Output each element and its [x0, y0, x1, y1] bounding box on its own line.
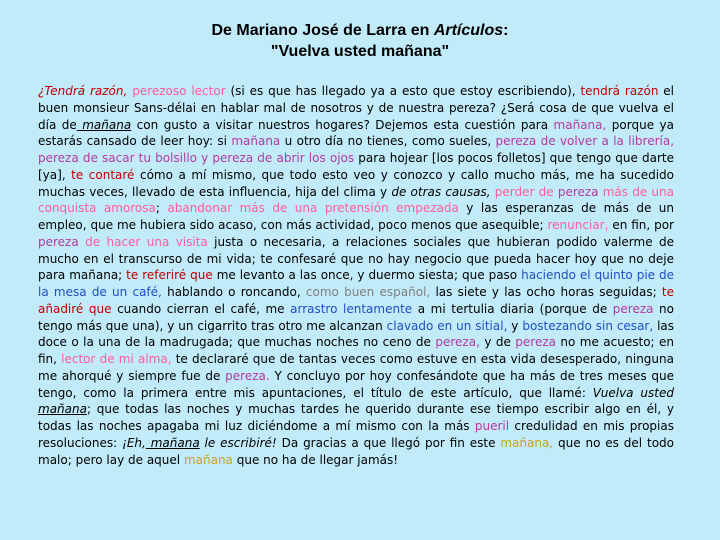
text-segment: hablando o roncando, — [161, 285, 301, 299]
text-segment: Da gracias a que llegó por fin este — [276, 435, 496, 450]
text-segment: las doce o la una de la madrugada; que muchas noches no ceno de — [38, 318, 675, 350]
text-segment: justa o necesaria, a relaciones sociales que hubieran podido valerme de mucho en el transcurso de mi vida; te confesaré que no hay negocio que pueda hacer hoy que no deje para mañana; — [38, 234, 674, 283]
text-segment: perder de — [490, 184, 554, 199]
text-segment: pereza — [208, 151, 254, 165]
text-segment: y — [507, 318, 519, 333]
text-segment: me levanto a las once, y duermo siesta; que paso — [212, 268, 518, 283]
text-segment: mañana — [180, 452, 233, 467]
text-segment: y las esperanzas de más de un empleo, que me hubiera sido acaso, con más actividad, poco menos que asequible; — [38, 201, 674, 232]
text-segment: no me acuesto; en fin, — [38, 335, 675, 366]
text-segment: y de — [479, 335, 511, 350]
text-segment: perezoso lector — [127, 84, 226, 98]
text-segment: que no ha de llegar jamás! — [232, 452, 399, 467]
text-segment: arrastro lentamente — [284, 301, 413, 316]
text-segment: mañana, — [495, 435, 554, 450]
text-segment: te contaré — [65, 167, 135, 182]
text-segment: le escribiré! — [199, 435, 277, 450]
text-segment: que todas las noches y muchas tardes he querido durante ese tiempo escribir algo en él, y todas las noches apagaba mi luz diciéndome a mí mismo con la más — [38, 402, 674, 433]
text-segment: pereza — [38, 234, 79, 249]
text-segment: pereza, — [430, 335, 480, 350]
text-segment: haciendo el quinto pie de la mesa de un café, — [38, 268, 675, 299]
text-segment: de abrir los ojos — [253, 151, 355, 165]
text-segment: u otro día no tienes, como sueles, — [280, 134, 492, 149]
text-segment: pereza. — [220, 368, 270, 383]
text-segment: Y concluyo por hoy confesándote que ha más de tres meses que tengo, como la primera entre mis apuntaciones, el título de este artículo, que llamé: — [38, 368, 674, 400]
text-segment: mañana, — [548, 117, 607, 132]
text-segment: pereza — [553, 184, 599, 199]
title-line-1 — [0, 20, 720, 41]
text-segment: ; — [155, 201, 160, 216]
text-segment: mañana — [145, 435, 200, 450]
text-segment: que no es del todo malo; pero lay de aquel — [38, 435, 674, 467]
text-segment: pereza — [510, 335, 556, 350]
text-segment: clavado en un sitial, — [382, 318, 508, 333]
text-segment: ¿Tendrá razón, — [38, 84, 128, 98]
text-segment: de hacer una visita — [78, 234, 208, 249]
text-segment: las siete y las ocho horas seguidas; — [430, 285, 657, 299]
title-line-2: "Vuelva usted mañana" — [270, 43, 450, 60]
text-segment: cuando cierran el café, me — [111, 301, 285, 316]
text-segment: más de una conquista amorosa — [38, 184, 674, 216]
text-segment: a mi tertulia diaria (porque de — [412, 301, 608, 316]
text-segment: ¡Eh, — [117, 435, 146, 450]
text-segment: abandonar más de una pretensión empezada — [159, 201, 459, 216]
slide-title — [0, 20, 720, 62]
title-author: De Mariano José de Larra en — [211, 22, 434, 39]
text-segment: con gusto a visitar nuestros hogares? Dejemos esta cuestión para — [131, 117, 549, 132]
text-segment: credulidad en mis propias resoluciones: — [38, 419, 674, 450]
text-segment: no tengo más que una), y un cigarrito tras otro me alcanzan — [38, 301, 674, 333]
text-segment: mañana — [226, 134, 281, 149]
text-segment: te referiré que — [122, 268, 213, 283]
text-segment: pueril — [469, 419, 510, 433]
title-colon: : — [503, 22, 509, 39]
text-segment: para hojear [los pocos folletos] que tengo que darte [ya], — [38, 151, 674, 182]
text-segment: mañana — [76, 117, 132, 132]
text-segment: pereza — [607, 301, 654, 316]
text-segment: cómo a mí mismo, que todo esto veo y conozco y callo mucho más, me ha sucedido muchas veces, llevado de esta influencia, hija del clima y — [38, 167, 675, 199]
text-segment: el buen monsieur Sans-délai en hablar mal de nosotros y de nuestra pereza? ¿Será cosa de que vuelva el día de — [38, 84, 675, 132]
text-segment: pereza de volver a la librería, pereza de sacar tu bolsillo y — [38, 134, 675, 165]
text-segment: en fin, por — [608, 218, 674, 232]
text-segment: ; — [86, 402, 92, 417]
text-segment: te añadiré que — [38, 285, 674, 316]
text-segment: Vuelva usted — [585, 385, 674, 400]
text-segment: lector de mi alma, — [56, 352, 172, 366]
text-segment: renunciar, — [543, 218, 609, 232]
text-segment: te declararé que de tantas veces como estuve en esta vida desesperado, ninguna me ahorqué y siempre fue de — [38, 352, 674, 383]
text-segment: (si es que has llegado ya a esto que estoy escribiendo), — [225, 84, 576, 98]
text-segment: porque ya estarás cansado de leer hoy: si — [38, 117, 675, 149]
text-segment: tendrá razón — [575, 84, 659, 98]
text-segment: bostezando sin cesar, — [518, 318, 654, 333]
title-work: Artículos — [433, 22, 504, 39]
text-segment: como buen español, — [300, 285, 431, 299]
article-excerpt — [38, 83, 674, 468]
text-segment: mañana — [38, 402, 87, 417]
text-segment: de otras causas, — [387, 184, 491, 199]
